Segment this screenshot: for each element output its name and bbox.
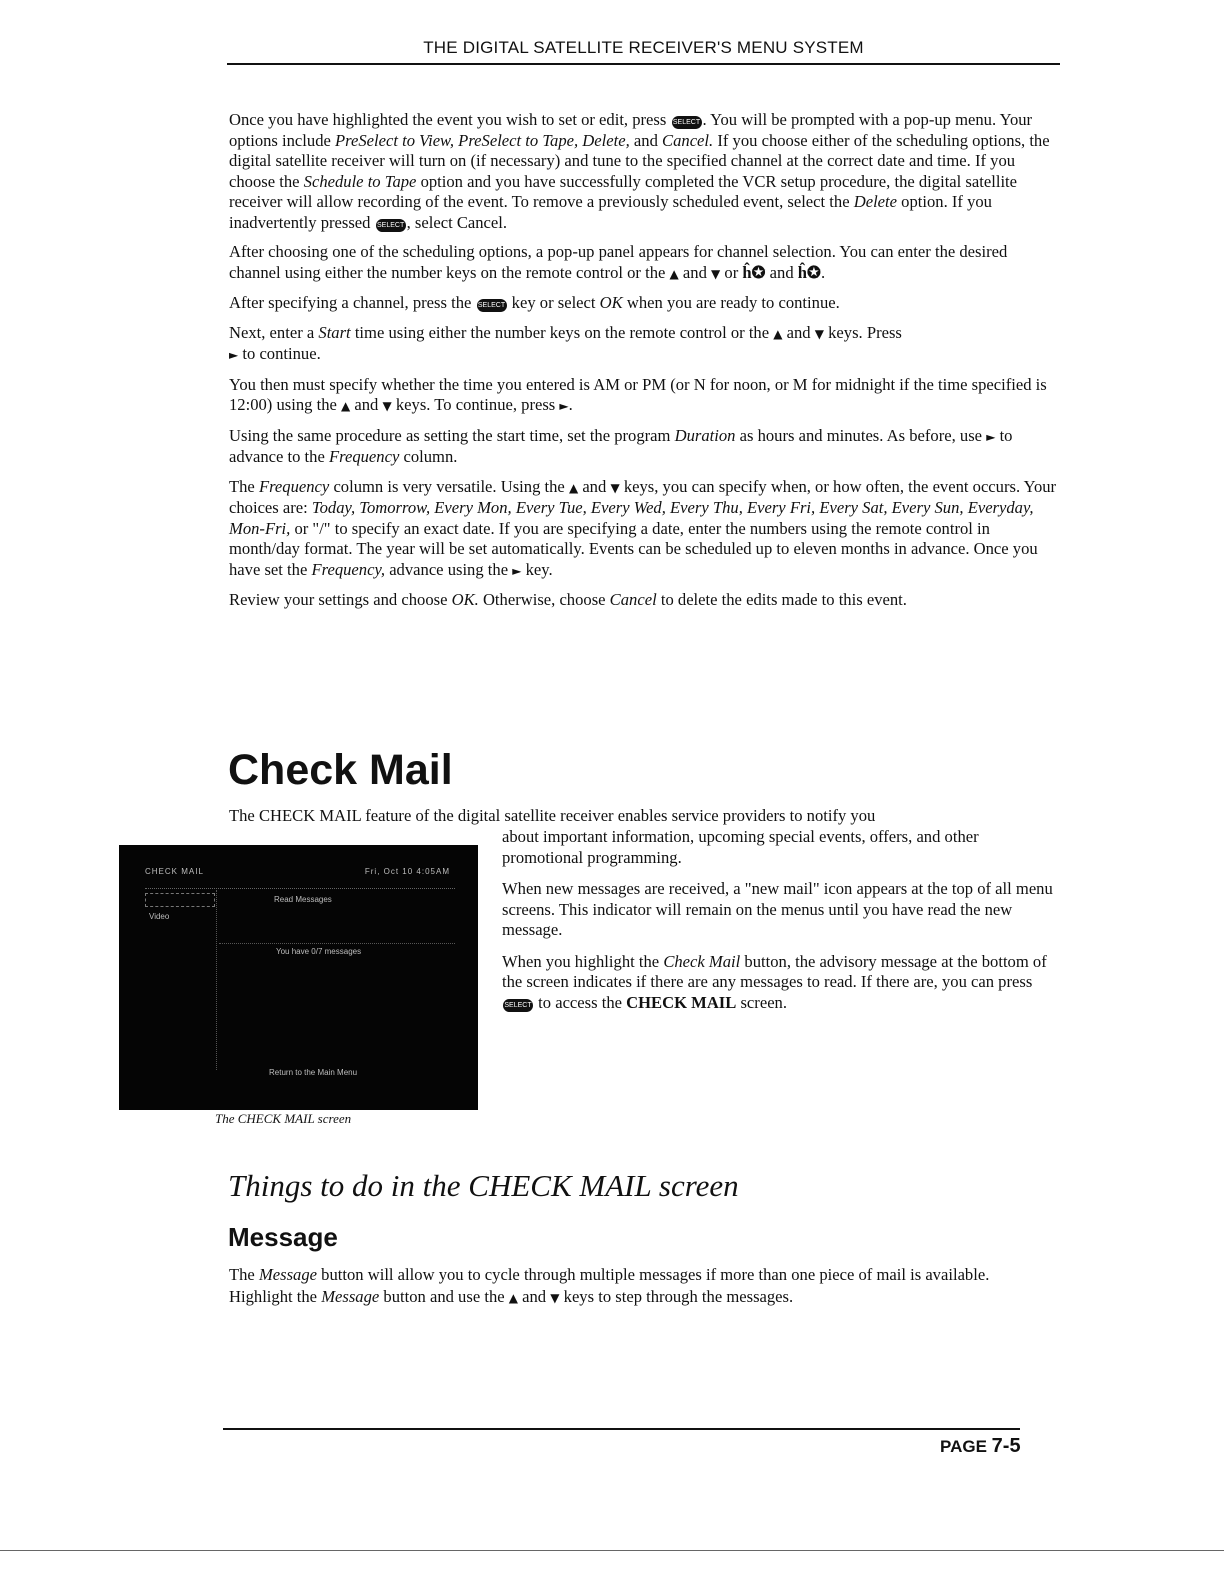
channel-up-icon: ĥ✪ — [742, 262, 766, 282]
option-text: Check Mail — [663, 951, 741, 971]
up-arrow-icon: ▲ — [669, 266, 679, 281]
paragraph-7 — [229, 477, 1057, 582]
down-arrow-icon: ▼ — [550, 1291, 560, 1305]
option-text: Duration — [674, 425, 736, 445]
text: column is very versatile. Using the — [329, 476, 569, 496]
right-arrow-icon: ► — [229, 348, 239, 362]
down-arrow-icon: ▼ — [382, 399, 392, 413]
paragraph-8 — [229, 590, 1057, 611]
text: option and you have successfully completed the VCR setup procedure, the digital satellite receiver will allow recording of the event. To remove a previously scheduled event, select the — [229, 171, 1018, 211]
text: key or select — [507, 293, 600, 312]
text: , select Cancel. — [406, 212, 508, 232]
text: to access the — [534, 992, 627, 1012]
option-text: Cancel — [609, 590, 657, 609]
text: Once you have highlighted the event you wish to set or edit, press — [229, 110, 671, 129]
text: keys. Press — [823, 322, 902, 342]
right-arrow-icon: ► — [559, 399, 569, 413]
text: When you highlight the — [502, 951, 664, 971]
check-mail-heading: Check Mail — [228, 746, 453, 794]
up-arrow-icon: ▲ — [568, 480, 579, 495]
text: screen. — [736, 992, 788, 1012]
check-mail-button-paragraph — [502, 952, 1054, 1014]
scan-edge-line — [0, 1550, 1224, 1551]
text: Using the same procedure as setting the start time, set the program — [229, 425, 675, 445]
check-mail-intro: The CHECK MAIL feature of the digital satellite receiver enables service providers to notify you — [229, 806, 876, 825]
screen-sidebar-item: Video — [149, 912, 170, 921]
text: . — [820, 262, 826, 282]
text: button will allow you to cycle through multiple messages if more than one piece of mail is available. Highlight the — [229, 1265, 990, 1306]
things-heading: Things to do in the CHECK MAIL screen — [228, 1168, 739, 1203]
option-text: Start — [318, 322, 351, 342]
screen-name: CHECK MAIL — [626, 992, 737, 1012]
text: to delete the edits made to this event. — [656, 590, 907, 609]
text: when you are ready to continue. — [622, 293, 840, 312]
text: advance using the — [385, 559, 513, 579]
scheduling-text — [229, 110, 1057, 620]
intro-continued: about important information, upcoming special events, offers, and other promotional programming. — [502, 827, 979, 867]
text: and — [518, 1287, 551, 1306]
screen-title: CHECK MAIL — [145, 867, 204, 876]
message-text — [229, 1264, 1057, 1309]
page-prefix: PAGE — [940, 1437, 987, 1456]
page-number — [940, 1435, 1021, 1458]
paragraph-4 — [229, 323, 1057, 366]
text: and — [765, 262, 798, 282]
check-mail-text — [502, 827, 1054, 1024]
screen-date: Fri, Oct 10 4:05AM — [364, 867, 450, 876]
right-arrow-icon: ► — [986, 429, 996, 444]
channel-down-icon: ĥ✪ — [797, 262, 821, 282]
down-arrow-icon: ▼ — [711, 266, 721, 281]
text: . You will be prompted with a pop-up menu. Your options include — [229, 110, 1033, 150]
message-heading: Message — [228, 1222, 338, 1252]
text: option. If you inadvertently pressed — [229, 192, 992, 232]
select-key-icon: SELECT — [477, 299, 507, 312]
message-status: You have 0/7 messages — [276, 947, 362, 956]
text: and — [629, 130, 663, 150]
option-text: Message — [258, 1265, 318, 1284]
figure-caption: The CHECK MAIL screen — [215, 1111, 352, 1126]
option-text: PreSelect to View, PreSelect to Tape, Delete, — [335, 130, 630, 150]
text: to advance to the — [229, 425, 1013, 466]
text: keys, you can specify when, or how often, the event occurs. Your choices are: — [229, 476, 1057, 517]
screen-divider — [145, 888, 455, 889]
paragraph-6 — [229, 426, 1057, 468]
select-key-icon: SELECT — [503, 999, 533, 1012]
text: key. — [521, 559, 553, 579]
footer-rule — [223, 1428, 1020, 1430]
text: button and use the — [379, 1287, 509, 1306]
page-header: THE DIGITAL SATELLITE RECEIVER'S MENU SYSTEM — [423, 38, 864, 57]
text: After choosing one of the scheduling options, a pop-up panel appears for channel selection. You can enter the desired channel using either the number keys on the remote control or the — [229, 242, 1008, 282]
paragraph-5 — [229, 375, 1057, 417]
text: If you choose either of the scheduling options, the digital satellite receiver will turn on (if necessary) and tune to the specified channel at the correct date and time. If you choose the — [229, 130, 1050, 191]
up-arrow-icon: ▲ — [508, 1291, 518, 1305]
screen-divider — [219, 943, 455, 944]
return-main-menu: Return to the Main Menu — [269, 1068, 358, 1077]
right-arrow-icon: ► — [512, 563, 522, 578]
text: as hours and minutes. As before, use — [735, 425, 987, 445]
select-key-icon: SELECT — [672, 116, 702, 129]
text: and — [678, 262, 712, 282]
screen-highlight-box — [145, 893, 215, 907]
down-arrow-icon: ▼ — [610, 480, 620, 495]
paragraph-2 — [229, 242, 1057, 284]
text: or — [720, 262, 743, 282]
up-arrow-icon: ▲ — [773, 326, 783, 341]
text: button, the advisory message at the bottom of the screen indicates if there are any messages to read. If there are, you can press — [502, 951, 1047, 991]
option-text: OK — [599, 293, 623, 312]
text: The — [229, 476, 259, 496]
down-arrow-icon: ▼ — [814, 326, 824, 341]
option-text: Today, Tomorrow, Every Mon, Every Tue, Every Wed, Every Thu, Every Fri, Every Sat, Every Sun, Everyday, Mon-Fri, — [229, 498, 1034, 538]
text: keys. To continue, press — [391, 395, 560, 414]
option-text: Delete — [853, 192, 898, 211]
option-text: Message — [321, 1287, 380, 1306]
check-mail-screenshot — [119, 845, 478, 1110]
paragraph-1 — [229, 110, 1057, 233]
screen-divider — [216, 890, 218, 1070]
option-text: Frequency — [328, 447, 400, 466]
text: Next, enter a — [229, 322, 319, 342]
page-number-value: 7-5 — [991, 1435, 1021, 1457]
text: Review your settings and choose — [229, 590, 452, 609]
text: and — [578, 476, 611, 496]
text: You then must specify whether the time you entered is AM or PM (or N for noon, or M for midnight if the time specified is 12:00) using the — [229, 374, 1047, 414]
text: time using either the number keys on the remote control or the — [350, 322, 774, 342]
text: and — [350, 395, 383, 414]
up-arrow-icon: ▲ — [341, 399, 351, 413]
option-text: OK. — [451, 590, 479, 609]
text: and — [782, 322, 815, 342]
option-text: Cancel. — [662, 130, 714, 150]
header-rule — [227, 63, 1060, 65]
new-mail-paragraph: When new messages are received, a "new mail" icon appears at the top of all menu screens. This indicator will remain on the menus until you have read the new message. — [502, 879, 1053, 939]
text: After specifying a channel, press the — [229, 293, 476, 312]
select-key-icon: SELECT — [376, 219, 406, 232]
text: . — [568, 395, 573, 414]
text: to continue. — [238, 344, 321, 363]
option-text: Frequency — [258, 476, 330, 496]
paragraph-3 — [229, 293, 1057, 314]
option-text: Frequency, — [311, 559, 386, 579]
text: The — [229, 1265, 259, 1284]
read-messages-button: Read Messages — [274, 895, 332, 904]
text: keys to step through the messages. — [559, 1287, 794, 1306]
text: column. — [399, 447, 458, 466]
text: or "/" to specify an exact date. If you are specifying a date, enter the numbers using the remote control in month/day format. The year will be set automatically. Events can be scheduled up to eleven months in advance. Once you have set the — [229, 518, 1038, 579]
text: Otherwise, choose — [478, 590, 610, 609]
option-text: Schedule to Tape — [303, 171, 417, 191]
